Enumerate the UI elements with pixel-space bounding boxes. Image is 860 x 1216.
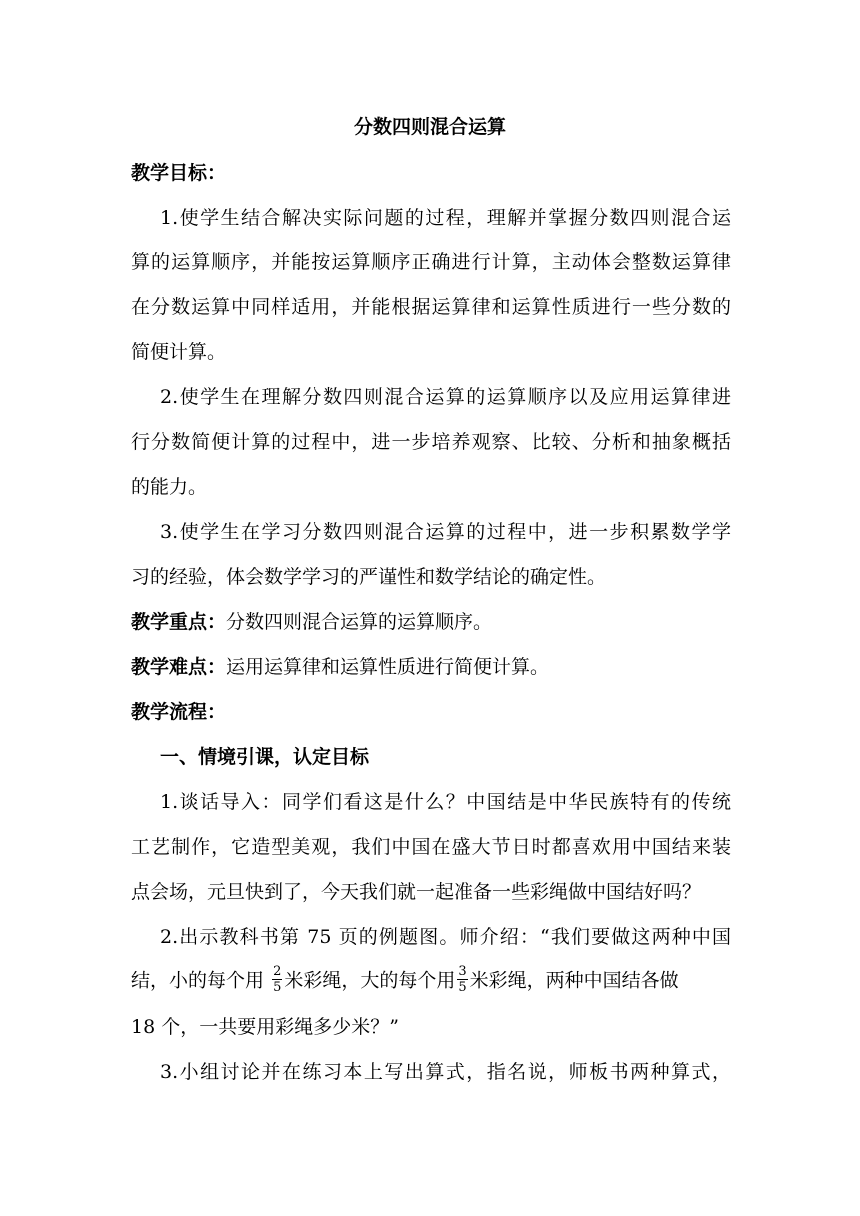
key-point [131,610,731,634]
page-title: 分数四则混合运算 [353,116,506,138]
objective3-line1: 3.使学生在学习分数四则混合运算的过程中，进一步积累数学学 [160,521,731,543]
key-point-text: 分数四则混合运算的运算顺序。 [226,611,493,633]
objective2-line3: 的能力。 [131,476,208,498]
difficulty-text: 运用运算律和运算性质进行简便计算。 [226,656,550,678]
objective3-line2: 习的经验，体会数学学习的严谨性和数学结论的确定性。 [131,566,607,588]
key-point-label: 教学重点： [131,611,227,633]
objective2-line1: 2.使学生在理解分数四则混合运算的运算顺序以及应用运算律进 [160,386,731,408]
fraction-numerator: 3 [458,964,467,979]
fraction-three-fifths [457,964,467,995]
objective1-line1: 1.使学生结合解决实际问题的过程，理解并掌握分数四则混合运 [160,207,731,229]
step2-line2-part-b: 米彩绳，大的每个用 [284,969,456,992]
fraction-denominator: 5 [458,980,467,995]
process-heading: 教学流程： [131,701,227,723]
fraction-two-fifths [272,964,282,995]
fraction-numerator: 2 [273,964,282,979]
objective1-line4: 简便计算。 [131,341,227,363]
objective2-line2: 行分数简便计算的过程中，进一步培养观察、比较、分析和抽象概括 [131,431,731,453]
objectives-heading: 教学目标： [131,162,227,184]
step2-line1: 2.出示教科书第 75 页的例题图。师介绍：“我们要做这两种中国 [160,926,731,948]
objective1-line3: 在分数运算中同样适用，并能根据运算律和运算性质进行一些分数的 [131,296,731,318]
difficulty [131,655,731,679]
step2-line3: 18 个，一共要用彩绳多少米？” [131,1016,399,1038]
step2-line2-part-c: 米彩绳，两种中国结各做 [469,969,679,992]
step2-line2 [131,966,731,997]
step2-line2-part-a: 结，小的每个用 [131,969,265,992]
step1-line2: 工艺制作，它造型美观，我们中国在盛大节日时都喜欢用中国结来装 [131,836,731,858]
step1-line3: 点会场，元旦快到了，今天我们就一起准备一些彩绳做中国结好吗？ [131,881,702,903]
section1-heading: 一、情境引课，认定目标 [160,746,370,768]
step3-line1: 3.小组讨论并在练习本上写出算式，指名说，师板书两种算式， [160,1061,731,1083]
fraction-denominator: 5 [273,980,282,995]
difficulty-label: 教学难点： [131,656,227,678]
objective1-line2: 算的运算顺序，并能按运算顺序正确进行计算，主动体会整数运算律 [131,251,731,273]
step1-line1: 1.谈话导入：同学们看这是什么？中国结是中华民族特有的传统 [160,791,731,813]
